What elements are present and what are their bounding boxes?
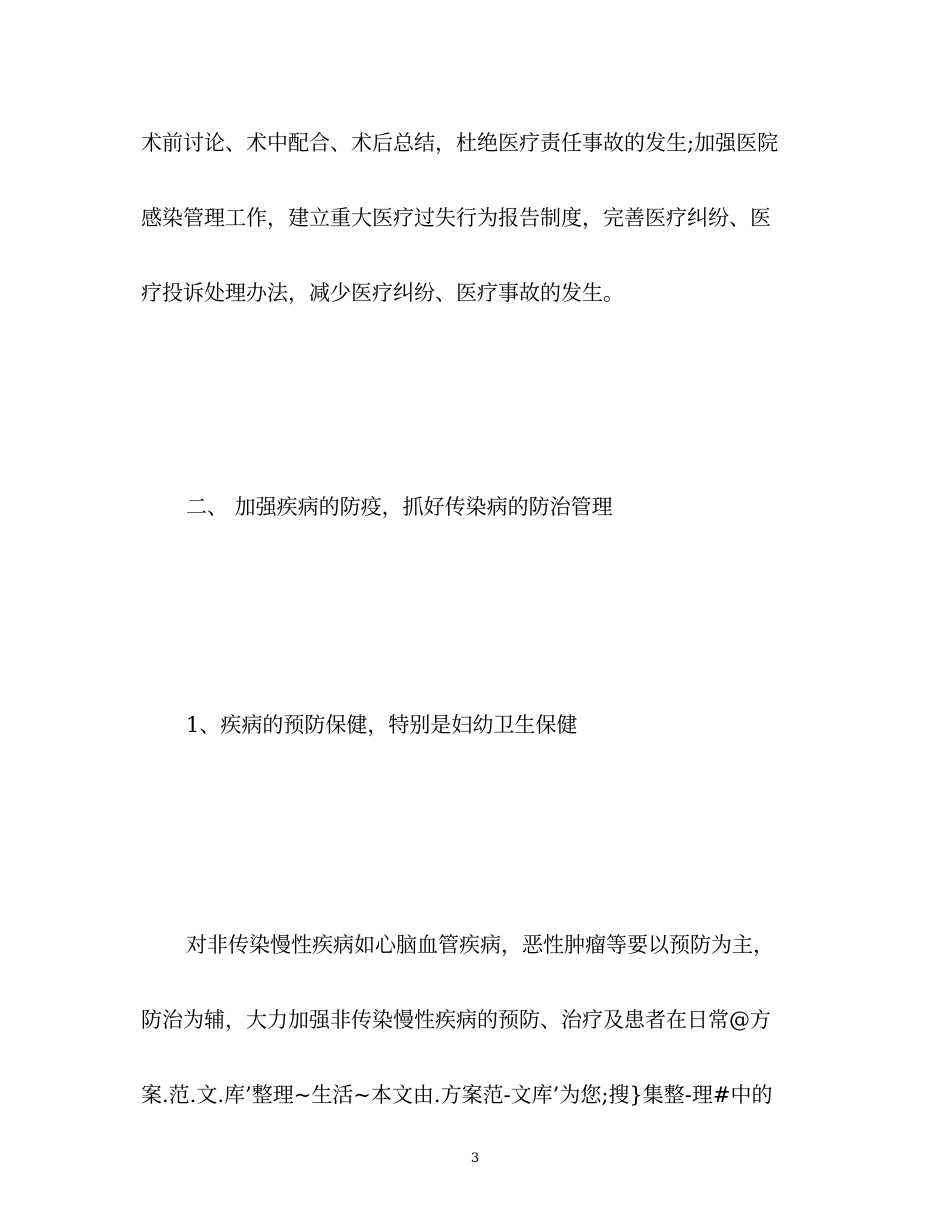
- paragraph-line: 对非传染慢性疾病如心脑血管疾病，恶性肿瘤等要以预防为主，: [186, 933, 774, 957]
- section-heading: 二、 加强疾病的防疫，抓好传染病的防治管理: [186, 495, 613, 519]
- paragraph-line: 术前讨论、术中配合、术后总结，杜绝医疗责任事故的发生;加强医院: [141, 131, 779, 155]
- paragraph-line: 感染管理工作，建立重大医疗过失行为报告制度，完善医疗纠纷、医: [141, 206, 771, 230]
- paragraph-line: 疗投诉处理办法，减少医疗纠纷、医疗事故的发生。: [141, 281, 624, 305]
- paragraph-line: 案.范.文.库’整理~生活~本文由.方案范-文库’为您;搜}集整-理#中的: [141, 1083, 773, 1107]
- page-number: 3: [470, 1151, 480, 1166]
- paragraph-line: 防治为辅，大力加强非传染慢性疾病的预防、治疗及患者在日常@方: [141, 1008, 771, 1032]
- subsection-heading: 1、疾病的预防保健，特别是妇幼卫生保健: [186, 713, 578, 737]
